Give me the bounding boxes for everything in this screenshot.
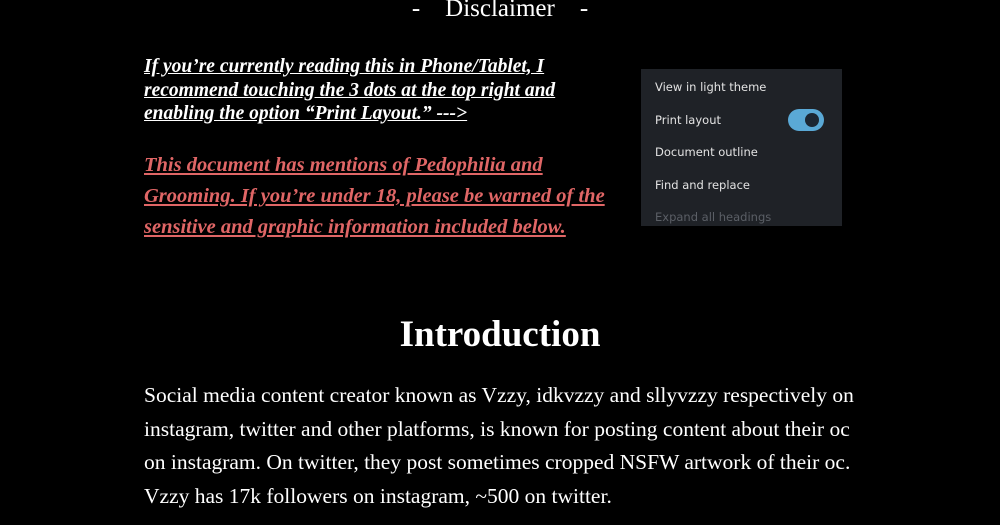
introduction-paragraph: Social media content creator known as Vzzy, idkvzzy and sllyvzzy respectively on instagram, twitter and other platforms, is known for posting content about their oc on instagram. On twitter, they post sometimes cropped NSFW artwork of their oc. Vzzy has 17k followers on instagram, ~500 on twitter. xyxy=(144,383,854,508)
content-warning-note: This document has mentions of Pedophilia and Grooming. If you’re under 18, please be warned of the sensitive and graphic information included below. xyxy=(144,154,605,238)
disclaimer-heading: - Disclaimer - xyxy=(411,0,589,22)
phone-layout-note: If you’re currently reading this in Phone/Tablet, I recommend touching the 3 dots at the top right and enabling the option “Print Layout.” ---> xyxy=(144,56,556,124)
menu-item-document-outline: Document outline xyxy=(655,145,758,159)
toggle-knob xyxy=(805,113,819,127)
menu-item-find-replace: Find and replace xyxy=(655,178,750,192)
menu-item-light-theme: View in light theme xyxy=(655,80,767,94)
menu-item-print-layout: Print layout xyxy=(655,113,721,127)
introduction-heading: Introduction xyxy=(399,314,601,355)
menu-screenshot-image xyxy=(641,69,842,226)
print-layout-toggle-icon xyxy=(788,109,824,131)
menu-item-expand-headings: Expand all headings xyxy=(655,210,772,224)
